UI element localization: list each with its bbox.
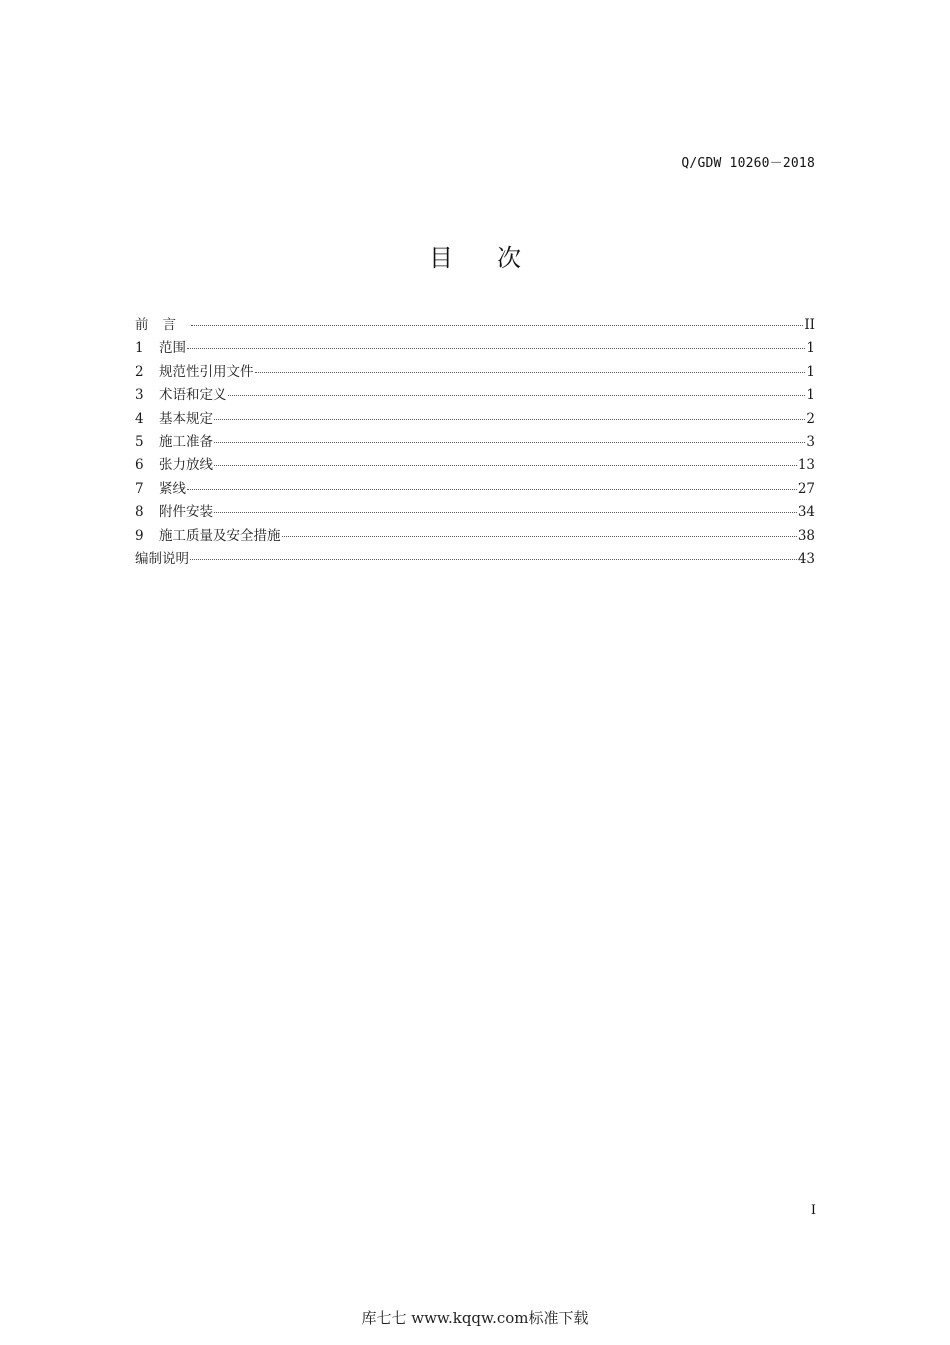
toc-leader-dots — [214, 465, 797, 466]
toc-entry-number: 9 — [135, 527, 144, 544]
toc-entry-tension-stringing[interactable] — [135, 454, 815, 477]
toc-entry-label: 紧线 — [159, 480, 186, 497]
toc-entry-label: 规范性引用文件 — [159, 363, 254, 380]
toc-entry-number: 2 — [135, 363, 144, 380]
toc-entry-number: 3 — [135, 387, 144, 404]
toc-entry-number: 5 — [135, 433, 144, 450]
toc-entry-explanation[interactable] — [135, 548, 815, 571]
toc-entry-page: 27 — [797, 480, 815, 497]
toc-entry-scope[interactable] — [135, 337, 815, 360]
toc-entry-page: 1 — [806, 340, 815, 357]
page-title: 目次 — [429, 244, 565, 272]
toc-leader-dots — [228, 395, 806, 396]
toc-entry-number: 1 — [135, 340, 144, 357]
toc-entry-number: 6 — [135, 457, 144, 474]
toc-leader-dots — [187, 348, 805, 349]
toc-entry-terms-definitions[interactable] — [135, 384, 815, 407]
toc-entry-number: 4 — [135, 410, 144, 427]
toc-entry-page: 13 — [797, 457, 815, 474]
toc-entry-label: 附件安装 — [159, 504, 213, 521]
toc-leader-dots — [187, 489, 797, 490]
toc-entry-number: 8 — [135, 504, 144, 521]
toc-entry-page: 2 — [806, 410, 815, 427]
table-of-contents — [135, 314, 815, 571]
toc-leader-dots — [255, 372, 806, 373]
toc-entry-fittings-installation[interactable] — [135, 501, 815, 524]
toc-entry-page: 1 — [806, 363, 815, 380]
toc-entry-page: 43 — [797, 550, 815, 567]
toc-entry-page: II — [804, 317, 815, 333]
toc-entry-label: 术语和定义 — [159, 387, 227, 404]
toc-entry-page: 38 — [797, 527, 815, 544]
toc-leader-dots — [214, 512, 797, 513]
toc-entry-label: 张力放线 — [159, 457, 213, 474]
toc-entry-label: 施工质量及安全措施 — [159, 527, 281, 544]
toc-entry-normative-references[interactable] — [135, 361, 815, 384]
footer-watermark: 库七七 www.kqqw.com标准下载 — [361, 1309, 589, 1327]
toc-entry-foreword[interactable] — [135, 314, 815, 337]
toc-entry-basic-provisions[interactable] — [135, 408, 815, 431]
toc-entry-page: 1 — [806, 387, 815, 404]
toc-entry-label: 前言 — [135, 317, 190, 333]
toc-entry-label: 施工准备 — [159, 433, 213, 450]
toc-leader-dots — [190, 559, 797, 560]
toc-entry-quality-safety[interactable] — [135, 525, 815, 548]
toc-entry-page: 3 — [806, 433, 815, 450]
toc-leader-dots — [191, 325, 803, 326]
toc-entry-label: 编制说明 — [135, 550, 189, 567]
toc-entry-sagging[interactable] — [135, 478, 815, 501]
toc-entry-label: 基本规定 — [159, 410, 213, 427]
toc-leader-dots — [214, 442, 805, 443]
toc-entry-label: 范围 — [159, 340, 186, 357]
toc-entry-construction-preparation[interactable] — [135, 431, 815, 454]
toc-entry-page: 34 — [797, 504, 815, 521]
toc-leader-dots — [282, 536, 797, 537]
toc-leader-dots — [214, 419, 805, 420]
standard-code: Q/GDW 10260－2018 — [681, 156, 815, 171]
toc-entry-number: 7 — [135, 480, 144, 497]
page-number: I — [810, 1203, 816, 1218]
